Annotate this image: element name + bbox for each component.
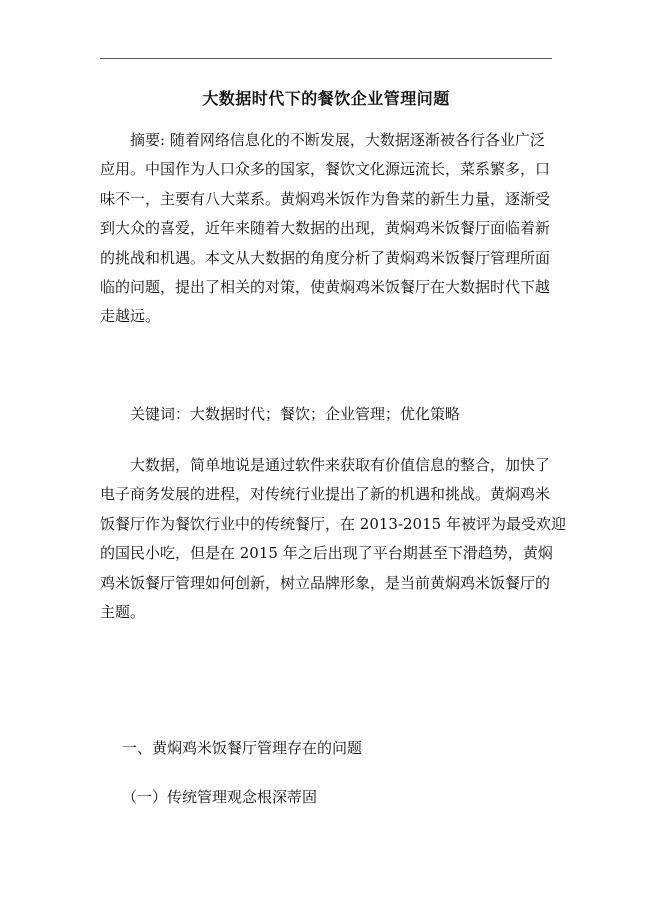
section-heading: 一、黄焖鸡米饭餐厅管理存在的问题 [122, 739, 363, 757]
abstract-line: 走越远。 [100, 307, 161, 326]
intro-paragraph [100, 451, 566, 627]
keywords-line: 关键词：大数据时代；餐饮；企业管理；优化策略 [130, 405, 461, 423]
abstract-paragraph [100, 126, 552, 332]
abstract-line: 临的问题，提出了相关的对策，使黄焖鸡米饭餐厅在大数据时代下越 [100, 278, 551, 297]
intro-line: 大数据，简单地说是通过软件来获取有价值信息的整合，加快了 [130, 456, 551, 474]
keywords-paragraph [100, 400, 552, 429]
abstract-line: 到大众的喜爱，近年来随着大数据的出现，黄焖鸡米饭餐厅面临着新 [100, 219, 551, 238]
abstract-line: 应用。中国作为人口众多的国家，餐饮文化源远流长，菜系繁多，口 [100, 160, 551, 179]
intro-line: 的国民小吃，但是在 2015 年之后出现了平台期甚至下滑趋势，黄焖 [100, 544, 553, 563]
intro-line: 鸡米饭餐厅管理如何创新，树立品牌形象，是当前黄焖鸡米饭餐厅的 [100, 573, 551, 592]
intro-line: 主题。 [100, 603, 146, 622]
abstract-line: 的挑战和机遇。本文从大数据的角度分析了黄焖鸡米饭餐厅管理所面 [100, 248, 551, 267]
document-title: 大数据时代下的餐饮企业管理问题 [202, 89, 450, 108]
intro-line: 电子商务发展的进程，对传统行业提出了新的机遇和挑战。黄焖鸡米 [100, 485, 551, 504]
header-rule [100, 58, 552, 59]
abstract-line: 摘要: 随着网络信息化的不断发展，大数据逐渐被各行各业广泛 [130, 131, 545, 149]
subsection-heading: （一）传统管理观念根深蒂固 [122, 788, 318, 806]
abstract-line: 味不一，主要有八大菜系。黄焖鸡米饭作为鲁菜的新生力量，逐渐受 [100, 189, 551, 208]
intro-line: 饭餐厅作为餐饮行业中的传统餐厅，在 2013-2015 年被评为最受欢迎 [100, 514, 566, 533]
